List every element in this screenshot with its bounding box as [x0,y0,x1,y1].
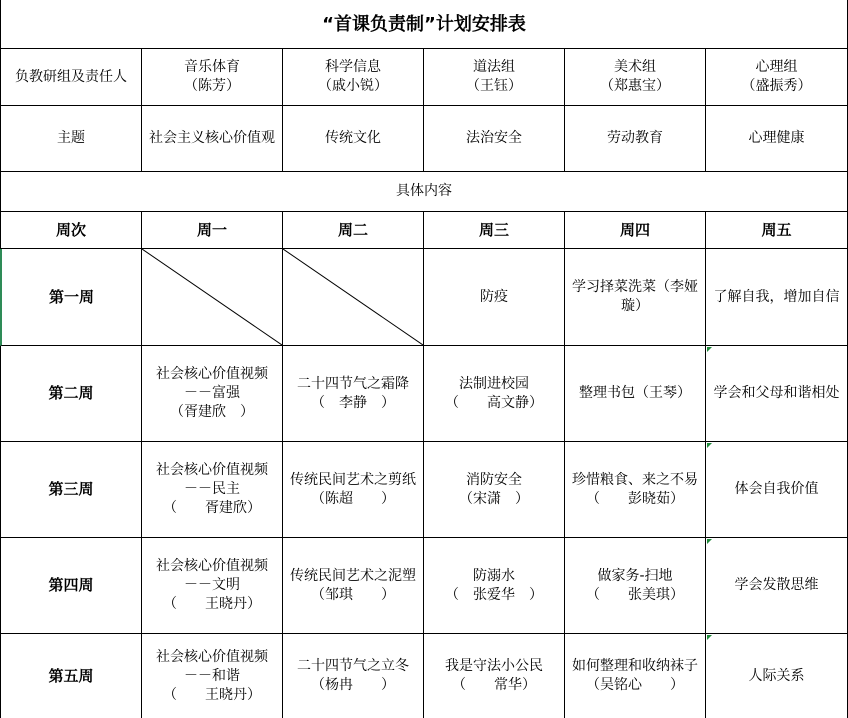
group-cell-law [424,49,565,106]
schedule-cell: 二十四节气之立冬 （杨冉 ） [283,634,424,718]
group-person: （王钰） [466,78,522,94]
schedule-cell: 消防安全 （宋潇 ） [424,442,565,538]
schedule-cell: 体会自我价值 [706,442,848,538]
content-label: 具体内容 [0,172,848,212]
comment-marker [707,347,712,352]
schedule-cell: 人际关系 [706,634,848,718]
schedule-cell: 社会核心价值视频 －－富强 （胥建欣 ） [142,346,283,442]
diagonal-slash [283,249,423,345]
week-label: 第二周 [0,346,142,442]
schedule-cell: 了解自我，增加自信 [706,249,848,346]
theme-cell: 心理健康 [706,106,848,172]
schedule-cell: 社会核心价值视频 －－和谐 （ 王晓丹） [142,634,283,718]
schedule-cell: 防溺水 （ 张爱华 ） [424,538,565,634]
group-cell-psychology [706,49,848,106]
comment-marker [707,635,712,640]
week-label: 第四周 [0,538,142,634]
schedule-cell: 珍惜粮食、来之不易 （ 彭晓茹） [565,442,706,538]
theme-cell: 法治安全 [424,106,565,172]
empty-slashed-cell [142,249,283,346]
group-person: （戚小锐） [318,78,388,94]
comment-marker [707,443,712,448]
schedule-cell: 防疫 [424,249,565,346]
schedule-cell: 学会发散思维 [706,538,848,634]
schedule-cell: 整理书包（王琴） [565,346,706,442]
group-person: （陈芳） [184,78,240,94]
week-label: 第三周 [0,442,142,538]
empty-slashed-cell [283,249,424,346]
groups-row-header: 负教研组及责任人 [0,49,142,106]
group-name: 道法组 [473,59,515,75]
group-cell-science [283,49,424,106]
day-header-thursday: 周四 [565,212,706,249]
group-person: （盛振秀） [741,78,812,94]
schedule-cell: 传统民间艺术之剪纸 （陈超 ） [283,442,424,538]
week-label: 第一周 [0,249,142,346]
group-person: （郑惠宝） [600,78,670,94]
diagonal-slash [142,249,282,345]
theme-cell: 社会主义核心价值观 [142,106,283,172]
day-header-wednesday: 周三 [424,212,565,249]
schedule-cell: 做家务-扫地 （ 张美琪） [565,538,706,634]
week-header-label: 周次 [0,212,142,249]
theme-cell: 传统文化 [283,106,424,172]
schedule-cell: 我是守法小公民 （ 常华） [424,634,565,718]
group-name: 音乐体育 [184,59,240,75]
group-name: 美术组 [614,59,656,75]
schedule-cell: 学会和父母和谐相处 [706,346,848,442]
schedule-cell: 社会核心价值视频 －－文明 （ 王晓丹） [142,538,283,634]
comment-marker [707,539,712,544]
day-header-friday: 周五 [706,212,848,249]
group-cell-music [142,49,283,106]
day-header-monday: 周一 [142,212,283,249]
week-label: 第五周 [0,634,142,718]
group-cell-art [565,49,706,106]
schedule-cell: 学习择菜洗菜（李娅 璇） [565,249,706,346]
theme-cell: 劳动教育 [565,106,706,172]
schedule-cell: 如何整理和收纳袜子 （吴铭心 ） [565,634,706,718]
day-header-tuesday: 周二 [283,212,424,249]
schedule-cell: 社会核心价值视频 －－民主 （ 胥建欣） [142,442,283,538]
table-title: “首课负责制”计划安排表 [0,0,848,49]
schedule-cell: 二十四节气之霜降 （ 李静 ） [283,346,424,442]
group-name: 科学信息 [325,59,381,75]
group-name: 心理组 [755,59,798,75]
theme-row-header: 主题 [0,106,142,172]
schedule-cell: 法制进校园 （ 高文静） [424,346,565,442]
schedule-cell: 传统民间艺术之泥塑 （邹琪 ） [283,538,424,634]
